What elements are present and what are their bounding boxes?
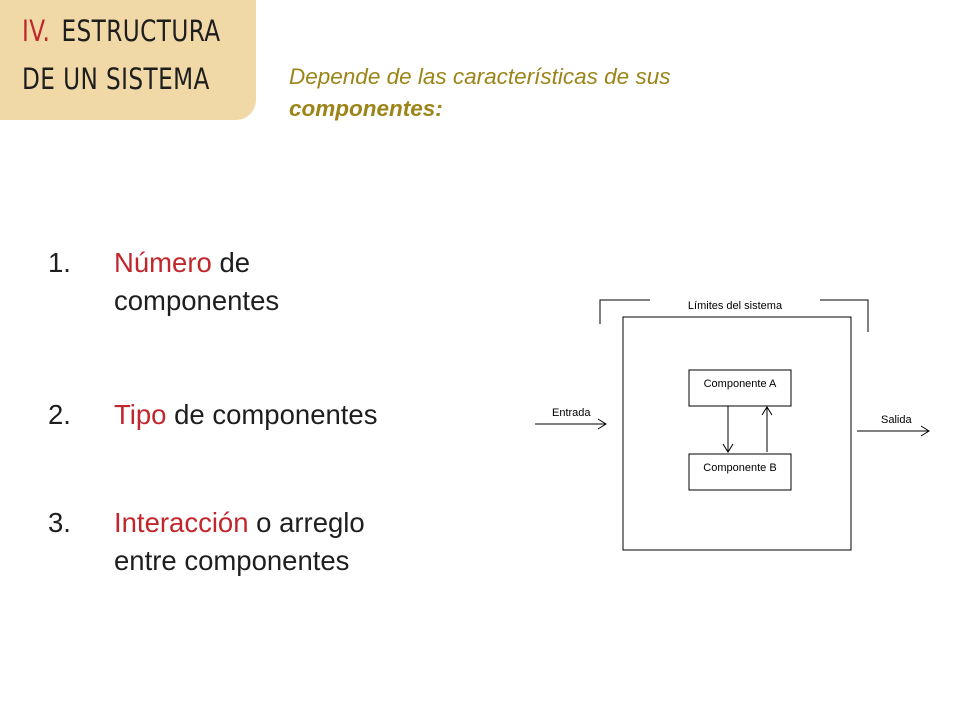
arrow-down-icon — [723, 406, 733, 452]
subtitle-text: Depende de las características de sus — [289, 64, 671, 89]
arrow-up-icon — [762, 407, 772, 452]
list-text: de — [211, 247, 251, 278]
system-box — [623, 317, 851, 550]
list-keyword: Tipo — [114, 399, 167, 430]
subtitle — [289, 61, 909, 125]
title-box — [0, 0, 256, 120]
output-arrow-icon — [857, 426, 929, 436]
list-text-line2: entre componentes — [114, 545, 350, 576]
component-a-label: Componente A — [703, 378, 777, 390]
slide-title-line-2: DE UN SISTEMA — [22, 62, 210, 96]
list-number: 3. — [48, 507, 71, 538]
input-label: Entrada — [552, 407, 591, 419]
title-text-1: ESTRUCTURA — [61, 14, 221, 48]
output-label: Salida — [881, 414, 912, 426]
boundary-label: Límites del sistema — [687, 300, 783, 312]
list-text: o arreglo — [248, 507, 365, 538]
input-arrow-icon — [535, 419, 606, 429]
system-diagram — [530, 292, 940, 562]
list-text: de componentes — [166, 399, 378, 430]
list-keyword: Interacción — [114, 507, 249, 538]
section-number: IV. — [22, 14, 51, 48]
list-number: 1. — [48, 247, 71, 278]
list-keyword: Número — [114, 247, 212, 278]
list-text-line2: componentes — [114, 285, 280, 316]
component-b-label: Componente B — [703, 462, 777, 474]
list-number: 2. — [48, 399, 71, 430]
subtitle-bold: componentes: — [289, 96, 443, 121]
slide-title-line-1 — [22, 14, 221, 48]
